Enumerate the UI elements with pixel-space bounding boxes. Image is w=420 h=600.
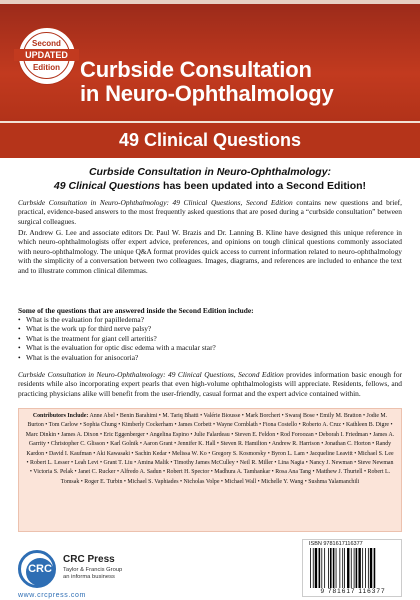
paragraph-intro <box>18 198 402 226</box>
questions-list <box>18 315 402 362</box>
badge-line-2: UPDATED <box>14 49 79 61</box>
title-line-1: Curbside Consultation <box>80 57 312 82</box>
barcode-bar <box>319 548 321 588</box>
contributors-label: Contributors Include: <box>32 413 89 419</box>
header-band <box>0 0 420 123</box>
publisher-name: CRC Press <box>63 554 115 565</box>
contributors-names: Anne Abel • Benin Barahimi • M. Tariq Bhatti • Valérie Biousse • Mark Borchert • Swaraj Bose • Emily M. Bratton • Jodie M. Burton • Tom Carlow • Sophia Chung • Kimberly Cockerham • James Corbett • Wayne Cornblath • Fiona Costello • Roberto A. Cruz • Kathleen B. Digre • Marc Dinkin • James A. Dixon • Eric Eggenberger • Angelina Espino • Julie Falardeau • Steven E. Feldon • Rod Foroozan • Deborah I. Friedman • James A. Garrity • Christopher C. Glisson • Karl Golnik • Aaron Grant • Jennifer K. Hall • Steven R. Hamilton • Andrew R. Harrison • Jonathan C. Horton • Randy Kardon • David I. Kaufman • Aki Kawasaki • Sachin Kedar • Melissa W. Ko • Gregory S. Kosmorsky • Byron L. Lam • Jacqueline Leavitt • Michael S. Lee • Robert L. Lesser • Leah Levi • Grant T. Liu • Amina Malik • Timothy James McCulley • Neil R. Miller • Lina Nagia • Nancy J. Newman • Steve Newman • Victoria S. Pelak • Janet C. Rucker • Alfredo A. Sadun • Robert H. Spector • Madhura A. Tamhankar • Rosa Ana Tang • Matthew J. Thurtell • Robert L. Tomsak • Roger E. Turbin • Michael S. Vaphiades • Nicholas Volpe • Michael Wall • Michelle Y. Wang • Sushma Yalamanchili <box>25 413 395 485</box>
barcode-bar <box>321 548 322 588</box>
barcode-bar <box>333 548 335 588</box>
paragraph-audience <box>18 370 402 398</box>
lead-italic-2: 49 Clinical Questions <box>53 180 161 192</box>
questions-heading: Some of the questions that are answered inside the Second Edition include: <box>18 306 254 315</box>
publisher-logo <box>18 550 188 598</box>
crc-logo-text: CRC <box>28 563 52 575</box>
barcode-bar <box>368 548 369 588</box>
crc-logo-icon <box>18 550 56 588</box>
barcode-bar <box>358 548 360 588</box>
lead-italic-1: Curbside Consultation in Neuro-Ophthalmology: <box>88 166 332 178</box>
barcode-bar <box>370 548 372 588</box>
publisher-group: Taylor & Francis Group <box>63 567 123 573</box>
edition-badge <box>18 27 76 85</box>
barcode-bar <box>347 548 349 588</box>
barcode-bar <box>356 548 358 588</box>
isbn-label: ISBN 9781617116377 <box>309 541 363 547</box>
list-item: • What is the evaluation for optic disc edema with a macular star? <box>18 343 402 352</box>
barcode-bar <box>336 548 337 588</box>
book-title <box>80 58 410 106</box>
intro-text: contains new questions and brief, practical, evidence-based answers to the most frequently asked questions that are posed during a “curbside consultation” between surgical colleagues. <box>18 198 402 226</box>
isbn-block <box>302 539 402 597</box>
intro-italic-title: Curbside Consultation in Neuro-Ophthalmology: 49 Clinical Questions, Second Edition <box>18 198 293 207</box>
badge-line-1: Second <box>32 39 61 48</box>
title-line-2: in Neuro-Ophthalmology <box>80 81 334 106</box>
list-item: • What is the evaluation for papilledema? <box>18 315 402 324</box>
top-rule <box>0 0 420 4</box>
audience-text: provides information basic enough for residents while also incorporating expert pearls that even high-volume ophthalmologists will appreciate. Residents, fellows, and practicing physicians alike will benefit from the user-friendly, casual format and the expert advice contained within. <box>18 370 402 398</box>
list-item: • What is the treatment for giant cell arteritis? <box>18 334 402 343</box>
paragraph-editors: Dr. Andrew G. Lee and associate editors Dr. Paul W. Brazis and Dr. Lanning B. Kline have designed this unique reference in which neuro-ophthalmologists offer expert advice, preferences, and opinions on tough clinical questions commonly associated with neuro-ophthalmology. The unique Q&A format provides quick access to current information related to neuro-ophthalmology with the simplicity of a conversation between two colleagues. Images, diagrams, and references are included to enhance the text and to illustrate common clinical dilemmas. <box>18 228 402 275</box>
barcode-bar <box>344 548 345 588</box>
publisher-tagline: an informa business <box>63 574 115 580</box>
barcode-bar <box>354 548 355 588</box>
barcode-bar <box>315 548 317 588</box>
barcode-bar <box>362 548 363 588</box>
barcode-bar <box>374 548 376 588</box>
list-item: • What is the work up for third nerve palsy? <box>18 324 402 333</box>
barcode-bar <box>324 548 325 588</box>
barcode-bar <box>330 548 332 588</box>
audience-italic-title: Curbside Consultation in Neuro-Ophthalmology: 49 Clinical Questions, Second Edition <box>18 370 284 379</box>
barcode-bar <box>339 548 340 588</box>
barcode-bar <box>342 548 343 588</box>
barcode-bar <box>310 548 311 588</box>
lead-plain: has been updated into a <box>160 180 287 192</box>
contributors-panel <box>18 408 402 532</box>
isbn-digits: 9 781617 116377 <box>320 588 386 595</box>
publisher-url: www.crcpress.com <box>18 592 86 599</box>
lead-statement <box>18 165 402 193</box>
badge-line-3: Edition <box>32 63 61 72</box>
lead-bold: Second Edition! <box>286 180 367 192</box>
barcode-bar <box>328 548 329 588</box>
book-subtitle: 49 Clinical Questions <box>118 130 302 150</box>
barcode-bar <box>313 548 314 588</box>
barcode-bar <box>351 548 352 588</box>
subtitle-band <box>0 123 420 158</box>
barcode-bar <box>365 548 366 588</box>
barcode-icon <box>309 548 397 588</box>
list-item: • What is the evaluation for anisocoria? <box>18 353 402 362</box>
